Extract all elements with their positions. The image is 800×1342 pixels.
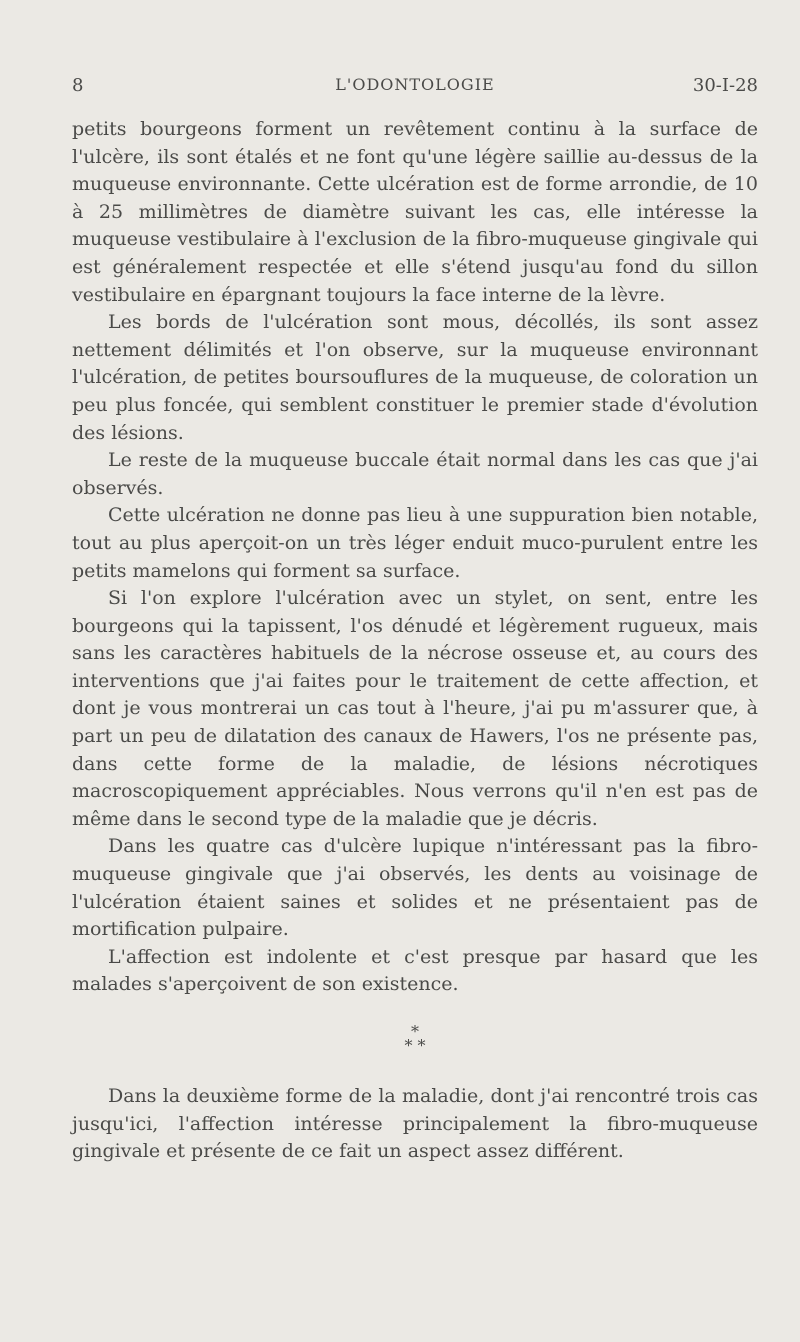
asterism-top: * [411, 1022, 419, 1041]
paragraph: L'affection est indolente et c'est presque par hasard que les malades s'aperçoivent de son existence. [72, 945, 758, 996]
paragraph: Cette ulcération ne donne pas lieu à une suppuration bien notable, tout au plus aperçoit-on un très léger enduit muco-purulent entre les petits mamelons qui forment sa surface. [72, 504, 758, 582]
paragraph: Les bords de l'ulcération sont mous, décollés, ils sont assez nettement délimités et l'on observe, sur la muqueuse environnant l'ulcération, de petites boursouflures de la muqueuse, de coloration un peu plus foncée, qui semblent constituer le premier stade d'évolution des lésions. [72, 311, 758, 444]
paragraph: Le reste de la muqueuse buccale était normal dans les cas que j'ai observés. [72, 449, 758, 499]
running-head [72, 75, 758, 103]
paragraph: Si l'on explore l'ulcération avec un stylet, on sent, entre les bourgeons qui la tapissent, l'os dénudé et légèrement rugueux, mais sans les caractères habituels de la nécrose osseuse et, au cours des interventions que j'ai faites pour le traitement de cette affection, et dont je vous montrerai un cas tout à l'heure, j'ai pu m'assurer que, à part un peu de dilatation des canaux de Hawers, l'os ne présente pas, dans cette forme de la maladie, de lésions nécrotiques macroscopiquement appréciables. Nous verrons qu'il n'en est pas de même dans le second type de la maladie que je décris. [72, 587, 758, 830]
paragraph: Dans la deuxième forme de la maladie, dont j'ai rencontré trois cas jusqu'ici, l'affection intéresse principalement la fibro-muqueuse gingivale et présente de ce fait un aspect assez différent. [72, 1085, 758, 1163]
paragraph: petits bourgeons forment un revêtement continu à la surface de l'ulcère, ils sont étalés et ne font qu'une légère saillie au-dessus de la muqueuse environnante. Cette ulcération est de forme arrondie, de 10 à 25 millimètres de diamètre suivant les cas, elle intéresse la muqueuse vestibulaire à l'exclusion de la fibro-muqueuse gingivale qui est généralement respectée et elle s'étend jusqu'au fond du sillon vestibulaire en épargnant toujours la face interne de la lèvre. [72, 118, 758, 306]
asterism-bottom: * * [404, 1036, 426, 1055]
page-number: 8 [72, 75, 84, 96]
paragraph: Dans les quatre cas d'ulcère lupique n'intéressant pas la fibro-muqueuse gingivale que j'ai observés, les dents au voisinage de l'ulcération étaient saines et solides et ne présentaient pas de mortification pulpaire. [72, 835, 758, 941]
journal-title: L'ODONTOLOGIE [335, 75, 495, 94]
body-text [72, 116, 758, 1166]
asterism-separator [72, 1022, 758, 1055]
issue-date: 30-I-28 [692, 75, 758, 96]
